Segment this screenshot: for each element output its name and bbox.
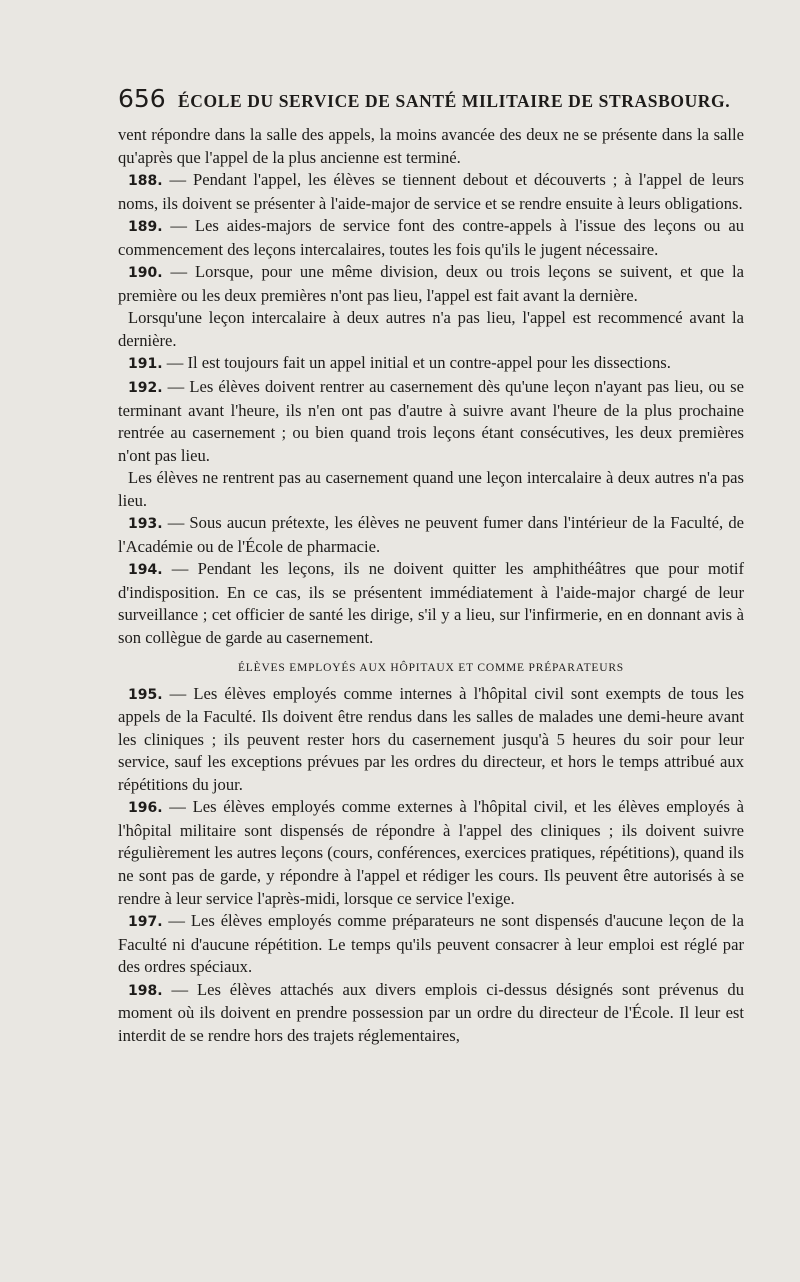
running-title: ÉCOLE DU SERVICE DE SANTÉ MILITAIRE DE STRASBOURG.	[178, 91, 731, 111]
article-number: 197.	[128, 914, 163, 931]
article-number: 196.	[128, 800, 163, 817]
article-195	[118, 683, 744, 797]
article-190	[118, 261, 744, 307]
article-text: — Sous aucun prétexte, les élèves ne peuvent fumer dans l'intérieur de la Faculté, de l'Académie ou de l'École de pharmacie.	[118, 513, 744, 556]
article-191	[118, 352, 744, 376]
article-text: — Les élèves attachés aux divers emplois ci-dessus désignés sont prévenus du moment où ils doivent en prendre possession par un ordre du directeur de l'École. Il leur est interdit de se rendre hors des trajets réglementaires,	[118, 979, 744, 1045]
article-number: 193.	[128, 516, 163, 533]
article-192-paragraph-2: Les élèves ne rentrent pas au casernement quand une leçon intercalaire à deux autres n'a pas lieu.	[118, 468, 744, 510]
paragraph-intro: vent répondre dans la salle des appels, la moins avancée des deux ne se présente dans la salle qu'après que l'appel de la plus ancienne est terminé.	[118, 125, 744, 167]
article-193	[118, 512, 744, 558]
article-number: 198.	[128, 982, 163, 999]
article-text: — Lorsque, pour une même division, deux ou trois leçons se suivent, et que la première ou les deux premières n'ont pas lieu, l'appel est fait avant la dernière.	[118, 262, 744, 305]
article-number: 195.	[128, 686, 163, 703]
article-text: — Pendant les leçons, ils ne doivent quitter les amphithéâtres que pour motif d'indisposition. En ce cas, ils se présentent immédiatement à l'aide-major chargé de leur surveillance ; cet officier de santé les dirige, s'il y a lieu, sur l'infirmerie, en en donnant avis à son collègue de garde au casernement.	[118, 559, 744, 648]
article-text: — Les élèves employés comme internes à l'hôpital civil sont exempts de tous les appels de la Faculté. Ils doivent être rendus dans les salles de malades une demi-heure avant les cliniques ; ils peuvent rester hors du casernement jusqu'à 5 heures du soir pour leur service, sauf les exceptions prévues par les ordres du directeur, et hors le temps attribué aux répétitions du jour.	[118, 683, 744, 794]
article-190-paragraph-2: Lorsqu'une leçon intercalaire à deux autres n'a pas lieu, l'appel est recommencé avant la dernière.	[118, 308, 744, 350]
article-number: 190.	[128, 265, 163, 282]
article-number: 189.	[128, 219, 163, 236]
article-text: — Pendant l'appel, les élèves se tiennent debout et découverts ; à l'appel de leurs noms, ils doivent se présenter à l'aide-major de service et se rendre ensuite à leurs obligations.	[118, 170, 744, 213]
article-197	[118, 910, 744, 979]
article-number: 194.	[128, 562, 163, 579]
article-198	[118, 979, 744, 1048]
page-number: 656	[118, 84, 166, 113]
article-188	[118, 169, 744, 215]
article-text: — Les élèves doivent rentrer au casernement dès qu'une leçon n'ayant pas lieu, ou se terminant avant l'heure, ils n'en ont pas d'autre à suivre avant l'heure de la plus prochaine rentrée au casernement ; ou bien quand trois leçons étant consécutives, les deux premières n'ont pas lieu.	[118, 377, 744, 465]
article-number: 188.	[128, 173, 163, 190]
section-heading: ÉLÈVES EMPLOYÉS AUX HÔPITAUX ET COMME PRÉPARATEURS	[237, 661, 625, 674]
running-head	[118, 84, 744, 116]
article-number: 191.	[128, 356, 163, 373]
article-text: — Les aides-majors de service font des contre-appels à l'issue des leçons ou au commencement des leçons intercalaires, toutes les fois qu'ils le jugent nécessaire.	[118, 216, 744, 259]
article-196	[118, 796, 744, 910]
article-number: 192.	[128, 380, 163, 397]
article-189	[118, 215, 744, 261]
article-text: — Les élèves employés comme préparateurs ne sont dispensés d'aucune leçon de la Faculté ni d'aucune répétition. Le temps qu'ils peuvent consacrer à leur emploi est réglé par des ordres spéciaux.	[118, 911, 744, 977]
article-text: — Les élèves employés comme externes à l'hôpital civil, et les élèves employés à l'hôpital militaire sont dispensés de répondre à l'appel des cliniques ; ils doivent suivre régulièrement les autres leçons (cours, conférences, exercices pratiques, répétitions), quand ils ne sont pas de garde, y répondre à l'appel et rédiger les cours. Ils peuvent être autorisés à se rendre à leur service l'après-midi, lorsque ce service l'exige.	[118, 797, 744, 908]
body-text	[118, 124, 744, 1047]
article-194	[118, 558, 744, 649]
article-text: — Il est toujours fait un appel initial et un contre-appel pour les dissections.	[162, 353, 671, 373]
article-192	[118, 376, 744, 467]
